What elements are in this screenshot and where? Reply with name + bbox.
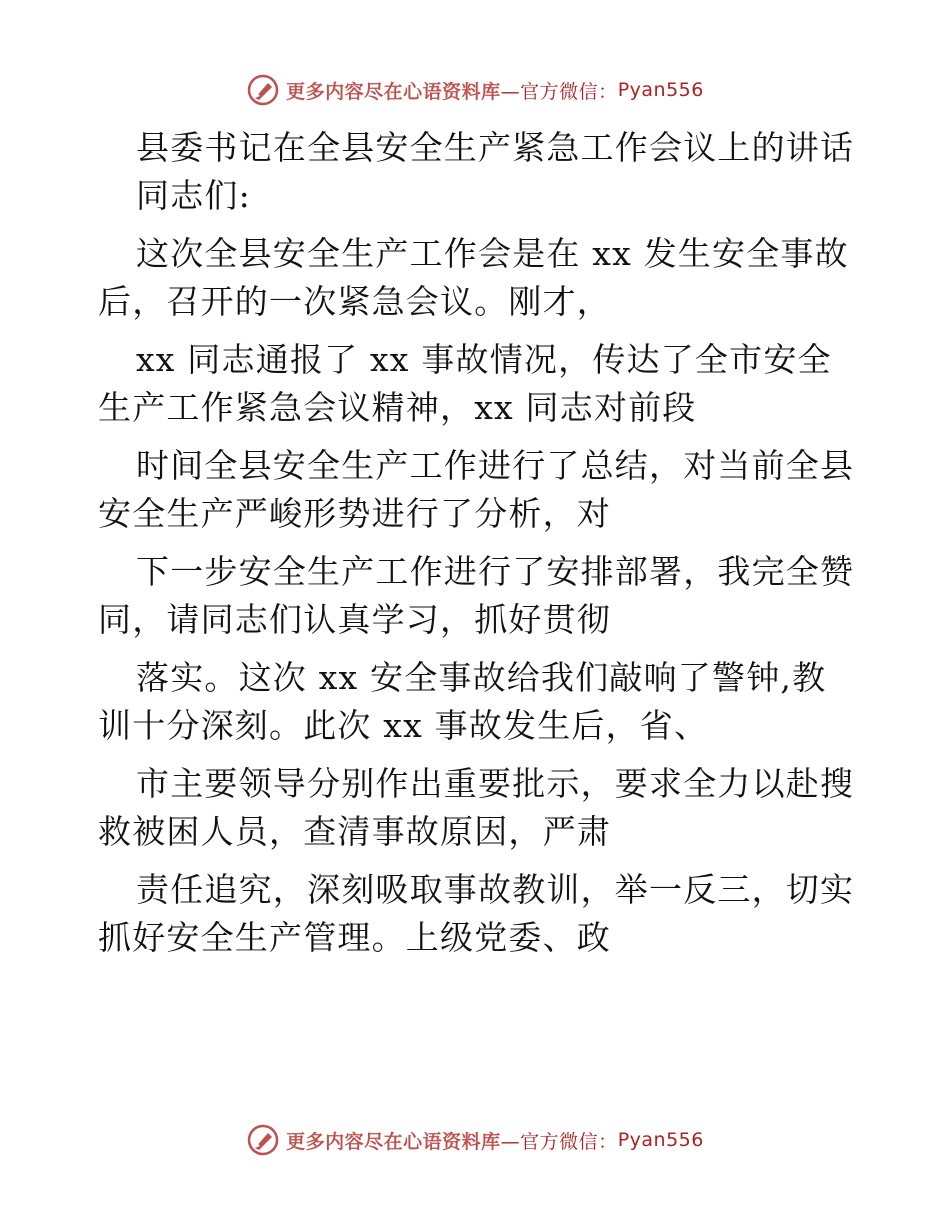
document-body [98,124,858,962]
paragraph-line: 市主要领导分别作出重要批示，要求全力以赴搜 [136,764,855,803]
paragraph-line: 下一步安全生产工作进行了安排部署，我完全赞 [136,552,855,591]
document-title: 县委书记在全县安全生产紧急工作会议上的讲话 [136,128,855,167]
banner-separator-text: —官方微信： [500,1130,618,1153]
paragraph-line: xx 同志通报了 xx 事故情况，传达了全市安全 [136,340,832,379]
pen-nib-logo-icon [246,1123,280,1157]
paragraph-line: 训十分深刻。此次 xx 事故发生后，省、 [98,706,709,745]
paragraph-line: 抓好安全生产管理。上级党委、政 [98,918,611,957]
banner-main-text: 更多内容尽在心语资料库 [286,1130,501,1153]
footer-banner [0,1120,950,1160]
paragraph-line: 生产工作紧急会议精神，xx 同志对前段 [98,388,697,427]
banner-main-text: 更多内容尽在心语资料库 [286,80,501,103]
salutation: 同志们: [136,176,251,215]
paragraph-line: 责任追究，深刻吸取事故教训，举一反三，切实 [136,870,855,909]
paragraph-line: 同，请同志们认真学习，抓好贯彻 [98,600,611,639]
banner-wechat-id: Pyan556 [617,79,704,101]
pen-nib-logo-icon [246,73,280,107]
header-banner [0,70,950,110]
paragraph-line: 时间全县安全生产工作进行了总结，对当前全县 [136,446,855,485]
paragraph-line: 安全生产严峻形势进行了分析，对 [98,494,611,533]
banner-wechat-id: Pyan556 [617,1129,704,1151]
paragraph-line: 这次全县安全生产工作会是在 xx 发生安全事故 [136,234,849,273]
paragraph-line: 落实。这次 xx 安全事故给我们敲响了警钟,教 [136,658,827,697]
paragraph-line: 救被困人员，查清事故原因，严肃 [98,812,611,851]
banner-separator-text: —官方微信： [500,80,618,103]
paragraph-line: 后，召开的一次紧急会议。刚才， [98,282,611,321]
